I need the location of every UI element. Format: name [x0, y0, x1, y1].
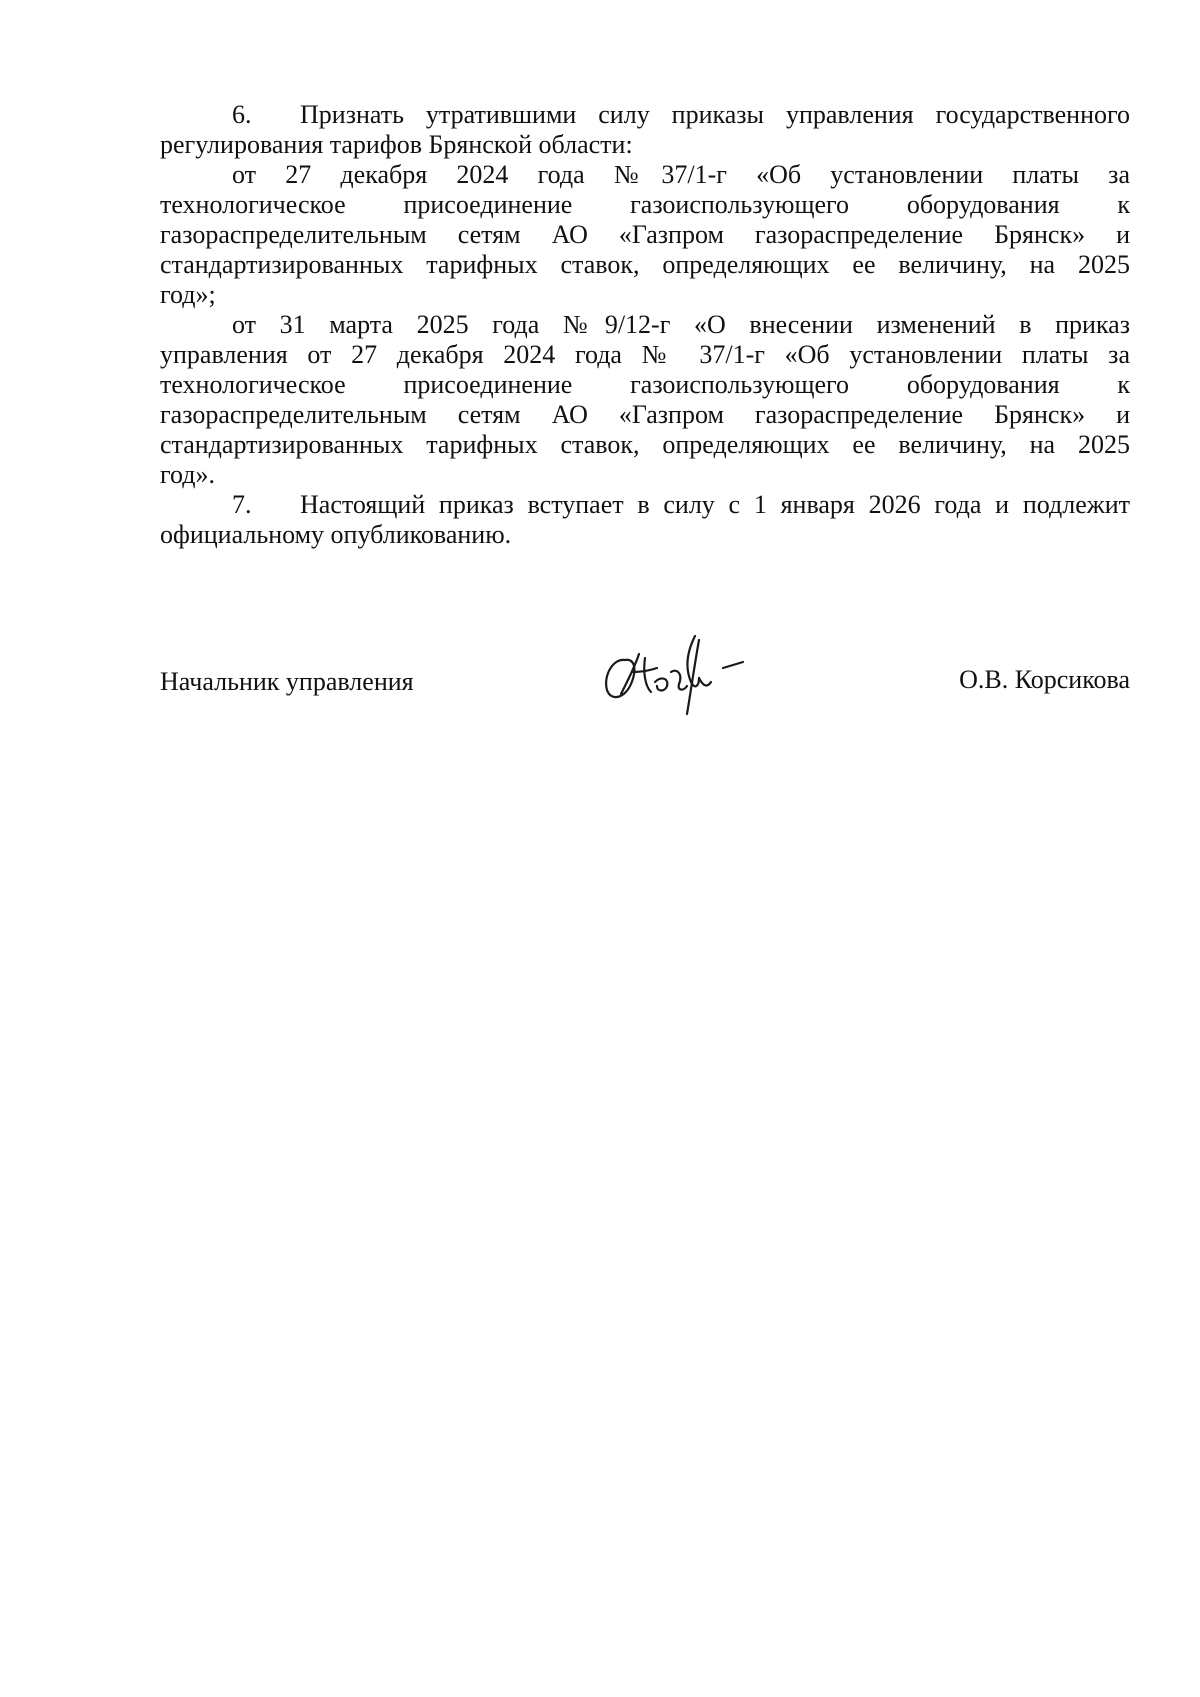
item-7-paragraph — [160, 490, 1130, 550]
order-1-line-5: год»; — [160, 280, 216, 309]
item-6-number: 6. — [232, 100, 252, 129]
order-1-line-2: технологическое присоединение газоиспользующего оборудования к — [160, 190, 1130, 219]
item-7-line-2: официальному опубликованию. — [160, 520, 512, 549]
signer-name: О.В. Корсикова — [959, 665, 1130, 694]
handwritten-signature — [595, 628, 775, 718]
position-title: Начальник управления — [160, 667, 414, 696]
item-7-number: 7. — [232, 490, 252, 519]
order-2-line-1: от 31 марта 2025 года №9/12-г «О внесении изменений в приказ — [232, 310, 1130, 339]
item-6-line-2: регулирования тарифов Брянской области: — [160, 130, 633, 159]
item-6-line-1: 6. Признать утратившими силу приказы управления государственного — [232, 100, 1130, 129]
order-1-line-3: газораспределительным сетям АО «Газпром газораспределение Брянск» и — [160, 220, 1130, 249]
item-6-paragraph — [160, 100, 1130, 160]
revoked-order-1 — [160, 160, 1130, 310]
order-2-line-2: управления от 27 декабря 2024 года № 37/1-г «Об установлении платы за — [160, 340, 1130, 369]
order-1-line-1: от 27 декабря 2024 года №37/1-г «Об установлении платы за — [232, 160, 1130, 189]
order-1-line-4: стандартизированных тарифных ставок, определяющих ее величину, на 2025 — [160, 250, 1130, 279]
order-2-line-5: стандартизированных тарифных ставок, определяющих ее величину, на 2025 — [160, 430, 1130, 459]
order-2-line-3: технологическое присоединение газоиспользующего оборудования к — [160, 370, 1130, 399]
revoked-order-2 — [160, 310, 1130, 490]
order-2-line-4: газораспределительным сетям АО «Газпром газораспределение Брянск» и — [160, 400, 1130, 429]
item-7-line-1: 7. Настоящий приказ вступает в силу с 1 января 2026 года и подлежит — [232, 490, 1130, 519]
order-2-line-6: год». — [160, 460, 215, 489]
